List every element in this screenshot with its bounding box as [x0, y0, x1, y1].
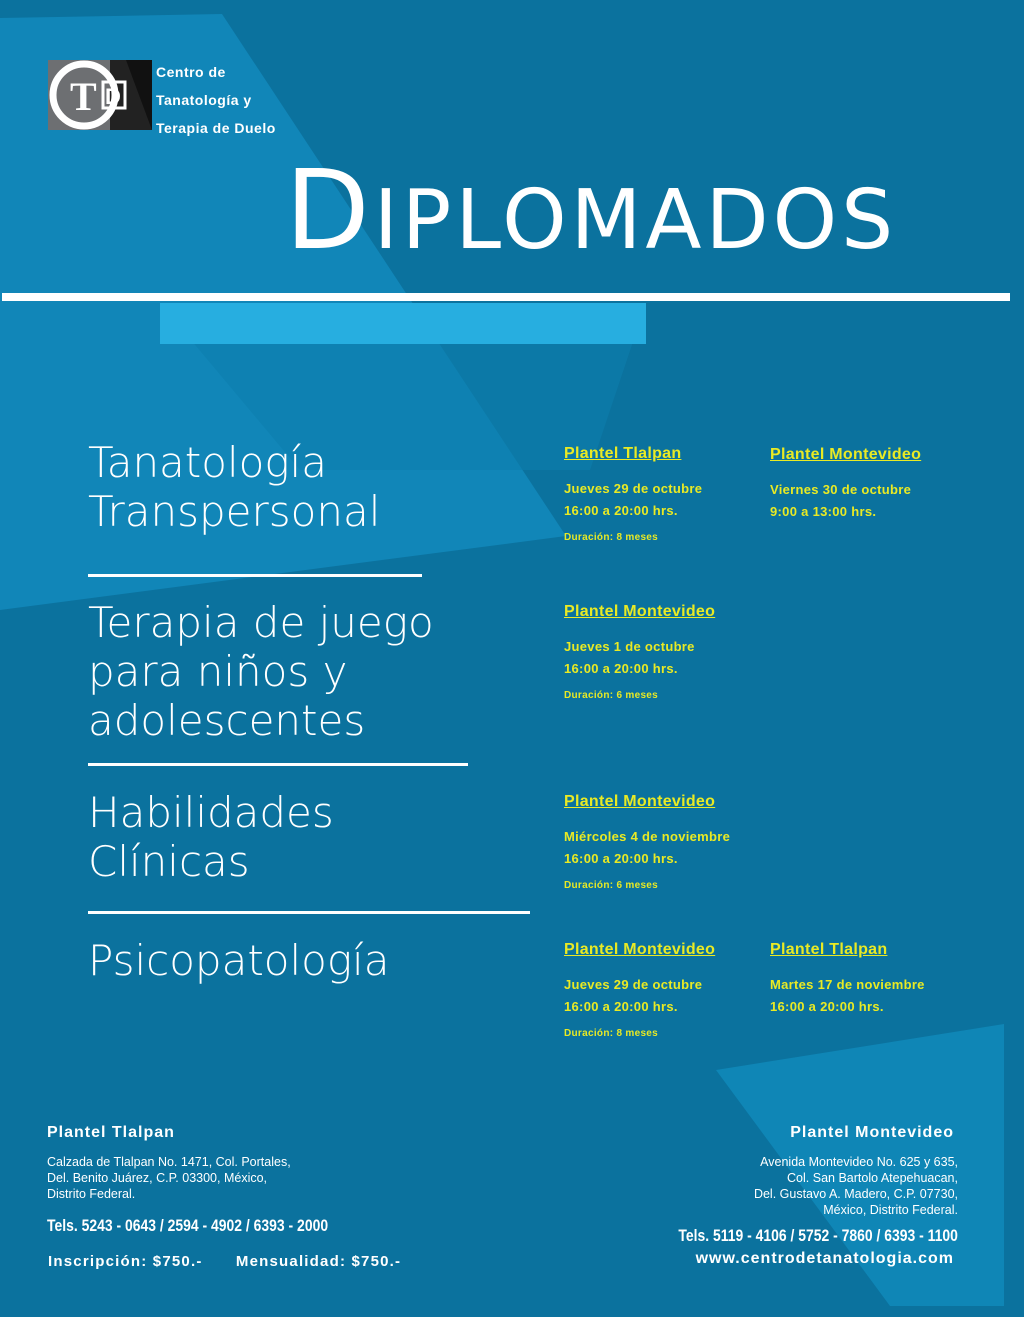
footer-phones: Tels. 5119 - 4106 / 5752 - 7860 / 6393 - 1100: [678, 1226, 958, 1245]
fees: [48, 1253, 401, 1270]
schedule-day: Jueves 29 de octubre: [564, 481, 703, 496]
schedule-day: Martes 17 de noviembre: [770, 977, 925, 992]
schedule-campus: Plantel Montevideo: [564, 793, 716, 810]
schedule-day: Jueves 1 de octubre: [564, 639, 695, 654]
footer-campus-name: Plantel Tlalpan: [47, 1124, 175, 1141]
title-initial: D: [285, 146, 374, 274]
course-divider: [88, 574, 422, 577]
svg-text:T: T: [70, 74, 97, 119]
schedule-time: 16:00 a 20:00 hrs.: [564, 999, 678, 1014]
schedule-day: Miércoles 4 de noviembre: [564, 829, 731, 844]
schedule-duration: Duración: 6 meses: [564, 880, 659, 891]
organization-name: [156, 58, 276, 142]
enrollment-fee: Inscripción: $750.-: [48, 1253, 203, 1270]
ctd-logo: [48, 60, 152, 130]
schedule-campus: Plantel Tlalpan: [770, 941, 888, 958]
course-divider: [88, 763, 468, 766]
schedule-block: [770, 446, 921, 519]
website-link[interactable]: www.centrodetanatologia.com: [695, 1250, 954, 1267]
schedule-block: [564, 793, 730, 891]
schedule-campus: Plantel Montevideo: [564, 603, 716, 620]
course-title-3: Habilidades Clínicas: [88, 788, 334, 886]
schedule-duration: Duración: 6 meses: [564, 690, 659, 701]
schedule-campus: Plantel Montevideo: [770, 446, 922, 463]
schedule-time: 9:00 a 13:00 hrs.: [770, 504, 877, 519]
title-underline: [2, 293, 1010, 301]
accent-bar: [160, 303, 646, 344]
footer-address: Calzada de Tlalpan No. 1471, Col. Portales, Del. Benito Juárez, C.P. 03300, México, Distrito Federal.: [47, 1155, 291, 1201]
svg-text:D: D: [105, 84, 121, 109]
course-divider: [88, 911, 530, 914]
schedule-block: [564, 603, 715, 701]
footer-campus-montevideo: [617, 1124, 958, 1246]
course-title-4: Psicopatología: [88, 936, 390, 985]
org-name-line-1: Centro de: [156, 64, 226, 80]
schedule-day: Jueves 29 de octubre: [564, 977, 703, 992]
schedule-campus: Plantel Tlalpan: [564, 445, 682, 462]
schedule-campus: Plantel Montevideo: [564, 941, 716, 958]
course-title-2: Terapia de juego para niños y adolescentes: [88, 598, 434, 745]
schedule-block: [770, 941, 925, 1014]
footer-campus-tlalpan: [47, 1124, 390, 1236]
schedule-block: [564, 941, 715, 1039]
course-title-1: Tanatología Transpersonal: [88, 438, 381, 536]
footer-campus-name: Plantel Montevideo: [790, 1124, 954, 1141]
schedule-time: 16:00 a 20:00 hrs.: [770, 999, 884, 1014]
footer-phones: Tels. 5243 - 0643 / 2594 - 4902 / 6393 - 2000: [47, 1216, 329, 1235]
footer-address: Avenida Montevideo No. 625 y 635, Col. San Bartolo Atepehuacan, Del. Gustavo A. Madero, C.P. 07730, México, Distrito Federal.: [753, 1155, 958, 1217]
schedule-duration: Duración: 8 meses: [564, 1028, 659, 1039]
page-title: [285, 146, 898, 281]
schedule-time: 16:00 a 20:00 hrs.: [564, 851, 678, 866]
monthly-fee: Mensualidad: $750.-: [235, 1253, 402, 1270]
schedule-time: 16:00 a 20:00 hrs.: [564, 503, 678, 518]
schedule-time: 16:00 a 20:00 hrs.: [564, 661, 678, 676]
schedule-block: [564, 445, 702, 543]
schedule-duration: Duración: 8 meses: [564, 532, 659, 543]
org-name-line-2: Tanatología y: [156, 92, 252, 108]
title-rest: IPLOMADOS: [373, 173, 898, 268]
org-name-line-3: Terapia de Duelo: [156, 120, 276, 136]
schedule-day: Viernes 30 de octubre: [770, 482, 912, 497]
